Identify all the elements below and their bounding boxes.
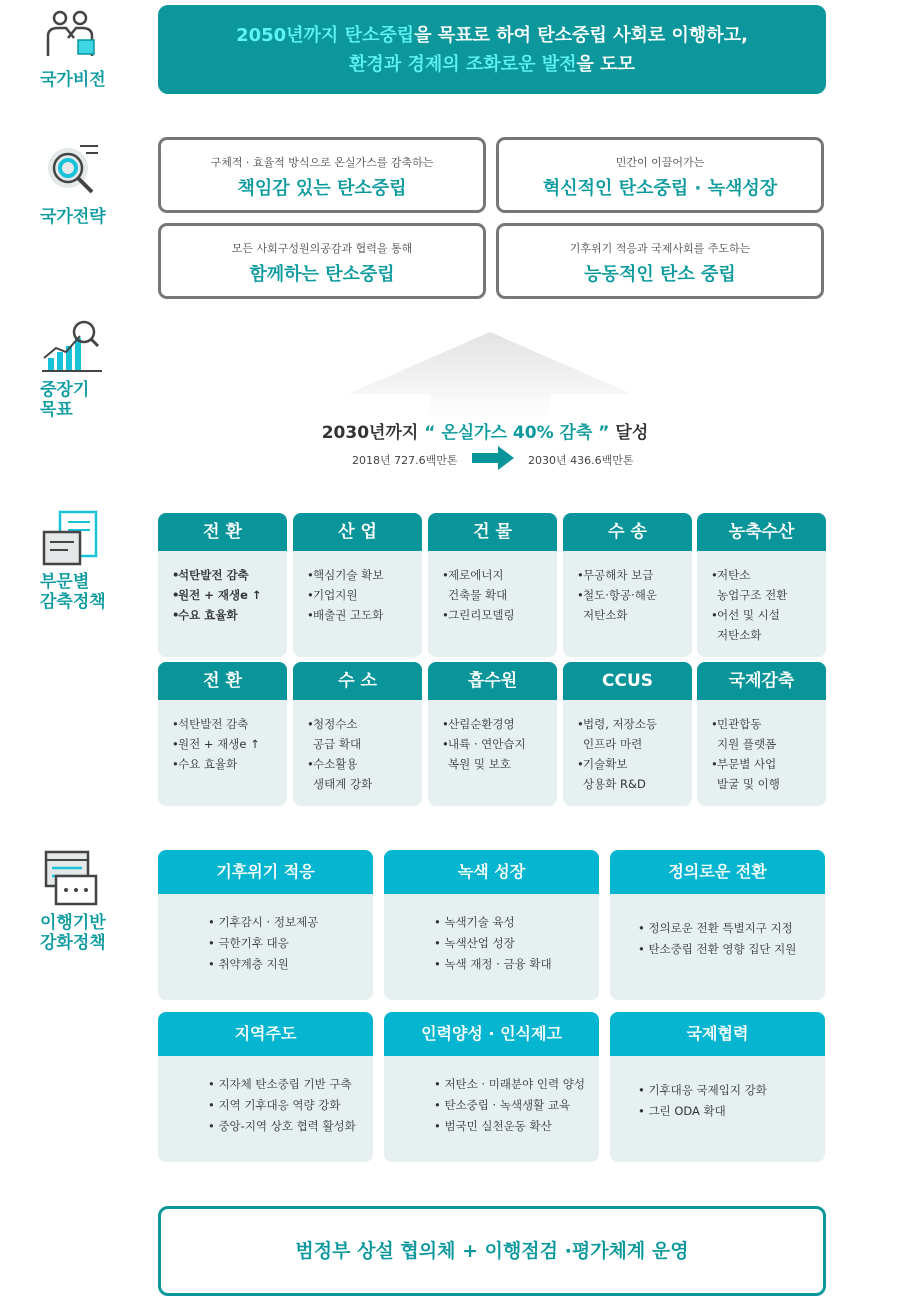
impl-item: • 범국민 실천운동 확산 (434, 1116, 599, 1137)
sector-list (428, 700, 557, 774)
impl-item: • 저탄소 · 미래분야 인력 양성 (434, 1074, 599, 1095)
sector-title: CCUS (563, 662, 692, 700)
strategy-box-1 (158, 137, 486, 213)
strategy-sub: 기후위기 적응과 국제사회를 주도하는 (569, 242, 751, 255)
vision-highlight-2: 환경과 경제의 조화로운 발전 (349, 54, 577, 75)
impl-item: • 지자체 탄소중립 기반 구축 (208, 1074, 373, 1095)
impl-box (610, 850, 825, 1000)
strategy-label: 국가전략 (40, 207, 106, 227)
impl-item: • 녹색산업 성장 (434, 933, 599, 954)
sector-box (293, 662, 422, 806)
sector-item: • 수요 효율화 (178, 605, 287, 625)
sector-title: 농축수산 (697, 513, 826, 551)
impl-item: • 녹색기술 육성 (434, 912, 599, 933)
sector-item: • 제로에너지 (448, 565, 557, 585)
impl-item: • 중앙-지역 상호 협력 활성화 (208, 1116, 373, 1137)
impl-item: • 녹색 재정 · 금융 확대 (434, 954, 599, 975)
sector-box (428, 662, 557, 806)
impl-list (610, 894, 825, 960)
impl-box (384, 1012, 599, 1162)
sector-title: 흡수원 (428, 662, 557, 700)
sector-list (428, 551, 557, 625)
sector-item: • 내륙 · 연안습지 (448, 734, 557, 754)
sector-item: • 청정수소 (313, 714, 422, 734)
strategy-box-4 (496, 223, 824, 299)
sector-box (697, 662, 826, 806)
strategy-main: 책임감 있는 탄소중립 (237, 178, 407, 199)
impl-title: 정의로운 전환 (610, 850, 825, 894)
goal-highlight: “ 온실가스 40% 감축 ” (424, 423, 610, 443)
sector-list (293, 551, 422, 625)
sector-item: • 어선 및 시설 (717, 605, 826, 625)
window-document-icon (42, 850, 102, 912)
goal-label-line-2: 목표 (40, 400, 73, 420)
right-arrow-icon (472, 446, 514, 470)
impl-list (384, 1056, 599, 1137)
impl-list (158, 894, 373, 975)
impl-title: 인력양성 · 인식제고 (384, 1012, 599, 1056)
sector-list (563, 551, 692, 625)
strategy-main: 함께하는 탄소중립 (249, 264, 395, 285)
strategy-main: 능동적인 탄소 중립 (584, 264, 736, 285)
sector-item: 건축물 확대 (448, 588, 508, 602)
sector-box (293, 513, 422, 657)
sector-label-line-2: 감축정책 (40, 592, 106, 612)
sector-item: • 무공해차 보급 (583, 565, 692, 585)
growth-chart-icon (42, 318, 102, 378)
impl-item: • 기후감시 · 정보제공 (208, 912, 373, 933)
sector-item: • 산림순환경영 (448, 714, 557, 734)
strategy-box-3 (158, 223, 486, 299)
vision-label: 국가비전 (40, 70, 106, 90)
vision-banner (158, 5, 826, 94)
sector-list (158, 551, 287, 625)
sector-title: 건 물 (428, 513, 557, 551)
sector-item: 농업구조 전환 (717, 588, 788, 602)
sector-item: • 배출권 고도화 (313, 605, 422, 625)
sector-box (563, 513, 692, 657)
sector-item: 상용화 R&D (583, 777, 646, 791)
sector-item: • 철도·항공·해운 (583, 585, 692, 605)
sector-list (697, 700, 826, 794)
sector-item: • 원전 + 재생e ↑ (178, 585, 287, 605)
sector-item: 지원 플랫폼 (717, 737, 777, 751)
sector-label (40, 572, 106, 612)
sector-item: • 기술확보 (583, 754, 692, 774)
sector-item: 인프라 마련 (583, 737, 643, 751)
goal-from: 2018년 727.6백만톤 (352, 454, 458, 467)
sector-title: 수 소 (293, 662, 422, 700)
sector-item: • 기업지원 (313, 585, 422, 605)
impl-title: 기후위기 적응 (158, 850, 373, 894)
impl-item: • 극한기후 대응 (208, 933, 373, 954)
upward-arrow-shape (340, 330, 640, 420)
impl-item: • 탄소중립 전환 영향 집단 지원 (638, 939, 825, 960)
impl-list (158, 1056, 373, 1137)
sector-title: 수 송 (563, 513, 692, 551)
goal-post: 달성 (615, 423, 649, 443)
sector-list (563, 700, 692, 794)
goal-label (40, 380, 89, 420)
sector-box (563, 662, 692, 806)
sector-item: • 원전 + 재생e ↑ (178, 734, 287, 754)
vision-line-2 (158, 50, 826, 79)
vision-text-1: 을 목표로 하여 탄소중립 사회로 이행하고, (414, 25, 748, 46)
goal-pre: 2030년까지 (321, 423, 419, 443)
impl-label-line-1: 이행기반 (40, 913, 106, 933)
sector-box (697, 513, 826, 657)
impl-item: • 탄소중립 · 녹색생활 교육 (434, 1095, 599, 1116)
impl-item: • 지역 기후대응 역량 강화 (208, 1095, 373, 1116)
sector-title: 산 업 (293, 513, 422, 551)
impl-box (158, 1012, 373, 1162)
sector-item: 발굴 및 이행 (717, 777, 780, 791)
sector-item: • 석탄발전 감축 (178, 565, 287, 585)
sector-item: • 수요 효율화 (178, 754, 287, 774)
strategy-sub: 민간이 이끌어가는 (615, 156, 705, 169)
impl-title: 국제협력 (610, 1012, 825, 1056)
sector-box (158, 662, 287, 806)
sector-item: 공급 확대 (313, 737, 362, 751)
vision-highlight-1: 2050년까지 탄소중립 (236, 25, 415, 46)
strategy-sub: 구체적 · 효율적 방식으로 온실가스를 감축하는 (210, 156, 434, 169)
impl-label (40, 913, 106, 953)
goal-to: 2030년 436.6백만톤 (528, 454, 634, 467)
vision-line-1 (158, 21, 826, 50)
impl-box (384, 850, 599, 1000)
impl-box (158, 850, 373, 1000)
sector-title: 국제감축 (697, 662, 826, 700)
sector-item: • 석탄발전 감축 (178, 714, 287, 734)
sector-item: 복원 및 보호 (448, 757, 511, 771)
impl-box (610, 1012, 825, 1162)
sector-list (293, 700, 422, 794)
impl-title: 녹색 성장 (384, 850, 599, 894)
sector-item: • 부문별 사업 (717, 754, 826, 774)
sector-list (697, 551, 826, 645)
sector-item: • 법령, 저장소등 (583, 714, 692, 734)
sector-title: 전 환 (158, 662, 287, 700)
sector-list (158, 700, 287, 774)
sector-item: 저탄소화 (717, 628, 762, 642)
sector-title: 전 환 (158, 513, 287, 551)
impl-list (610, 1056, 825, 1122)
sector-box (428, 513, 557, 657)
bottom-banner: 범정부 상설 협의체 + 이행점검 ·평가체계 운영 (158, 1206, 826, 1296)
sector-item: 생태계 강화 (313, 777, 373, 791)
impl-item: • 정의로운 전환 특별지구 지정 (638, 918, 825, 939)
sector-item: • 수소활용 (313, 754, 422, 774)
sector-item: • 민관합동 (717, 714, 826, 734)
sector-item: • 핵심기술 확보 (313, 565, 422, 585)
goal-label-line-1: 중장기 (40, 380, 90, 400)
vision-text-2: 을 도모 (576, 54, 635, 75)
impl-list (384, 894, 599, 975)
document-screen-icon (42, 510, 102, 572)
impl-title: 지역주도 (158, 1012, 373, 1056)
sector-item: • 저탄소 (717, 565, 826, 585)
strategy-sub: 모든 사회구성원의공감과 협력을 통해 (231, 242, 413, 255)
goal-title (300, 418, 670, 443)
impl-label-line-2: 강화정책 (40, 933, 106, 953)
strategy-box-2 (496, 137, 824, 213)
strategy-main: 혁신적인 탄소중립 · 녹색성장 (542, 178, 778, 199)
people-handshake-icon (42, 8, 102, 72)
impl-item: • 취약계층 지원 (208, 954, 373, 975)
impl-item: • 그린 ODA 확대 (638, 1101, 825, 1122)
sector-label-line-1: 부문별 (40, 572, 90, 592)
sector-item: • 그린리모델링 (448, 605, 557, 625)
sector-item: 저탄소화 (583, 608, 628, 622)
magnifier-target-icon (42, 140, 102, 202)
sector-box (158, 513, 287, 657)
impl-item: • 기후대응 국제입지 강화 (638, 1080, 825, 1101)
